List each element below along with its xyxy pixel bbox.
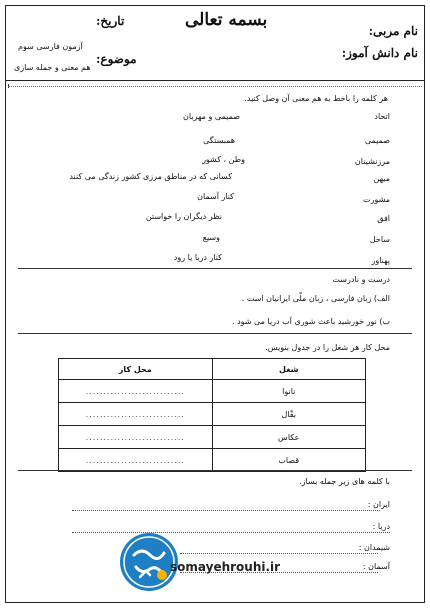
job-cell: قصاب xyxy=(212,449,366,472)
word-7: ساحل xyxy=(369,235,390,244)
column-header-job: شغل xyxy=(212,359,366,380)
sentence-word-4: آسمان : xyxy=(362,562,390,571)
date-label: تاریخ: xyxy=(96,14,125,28)
matching-instruction: هر کلمه را باخط به هم معنی آن وصل کنید. xyxy=(244,94,388,103)
meaning-2: همبستگی xyxy=(203,136,235,145)
job-cell: عکاس xyxy=(212,426,366,449)
true-false-item-1: الف) زبان فارسی ، زبان ملّی ایرانیان است . xyxy=(241,294,390,303)
column-header-place: محل کار xyxy=(59,359,213,380)
table-row xyxy=(59,426,366,449)
meaning-8: کنار دریا یا رود xyxy=(173,253,222,262)
meaning-4: کسانی که در مناطق مرزی کشور زندگی می کنند xyxy=(69,172,232,181)
subject-label: موضوع: xyxy=(96,52,137,66)
true-false-instruction: درست و نادرست xyxy=(332,275,390,284)
sentence-answer-line-1[interactable] xyxy=(72,510,380,511)
place-blank[interactable]: ............................ xyxy=(59,426,213,449)
meaning-6: نظر دیگران را خواستن xyxy=(145,212,222,221)
header-dotted-line xyxy=(8,86,422,87)
meaning-7: وسیع xyxy=(202,233,220,242)
section3-divider xyxy=(18,470,412,471)
sentence-answer-line-3[interactable] xyxy=(180,553,378,554)
word-1: اتحاد xyxy=(374,112,390,121)
job-cell: بقّال xyxy=(212,403,366,426)
section2-divider xyxy=(18,333,412,334)
job-cell: نانوا xyxy=(212,380,366,403)
sentence-instruction: با کلمه های زیر جمله بساز. xyxy=(299,477,390,486)
word-8: پهناور xyxy=(371,256,390,265)
section1-divider xyxy=(18,268,412,269)
meaning-1: صمیمی و مهربان xyxy=(183,112,240,121)
table-row xyxy=(59,380,366,403)
teacher-name-label: نام مربی: xyxy=(368,24,418,38)
place-blank[interactable]: ............................ xyxy=(59,449,213,472)
exam-topic: هم معنی و جمله سازی xyxy=(14,63,91,72)
table-header-row xyxy=(59,359,366,380)
sentence-word-2: دریا : xyxy=(372,522,390,531)
header-divider xyxy=(5,80,425,81)
table-row xyxy=(59,403,366,426)
true-false-item-2: ب) نور خورشید باعث شوری آب دریا می شود . xyxy=(231,317,390,326)
place-blank[interactable]: ............................ xyxy=(59,403,213,426)
word-4: میهن xyxy=(373,174,390,183)
page-title: بسمه تعالی xyxy=(185,10,268,30)
student-name-label: نام دانش آموز: xyxy=(341,46,418,60)
site-url: somayehrouhi.ir xyxy=(170,560,281,574)
meaning-3: وطن ، کشور xyxy=(202,155,245,164)
jobs-instruction: محل کار هر شغل را در جدول بنویس. xyxy=(265,343,390,352)
meaning-5: کنار آسمان xyxy=(197,192,234,201)
sentence-word-3: شیمدان : xyxy=(358,543,390,552)
exam-name: آزمون فارسی سوم xyxy=(18,42,83,51)
sentence-word-1: ایران : xyxy=(367,500,390,509)
word-2: صمیمی xyxy=(364,136,390,145)
table-row xyxy=(59,449,366,472)
word-5: مشورت xyxy=(363,195,390,204)
word-6: افق xyxy=(377,214,390,223)
place-blank[interactable]: ............................ xyxy=(59,380,213,403)
jobs-table xyxy=(58,358,366,472)
word-3: مرزنشینان xyxy=(354,157,390,166)
